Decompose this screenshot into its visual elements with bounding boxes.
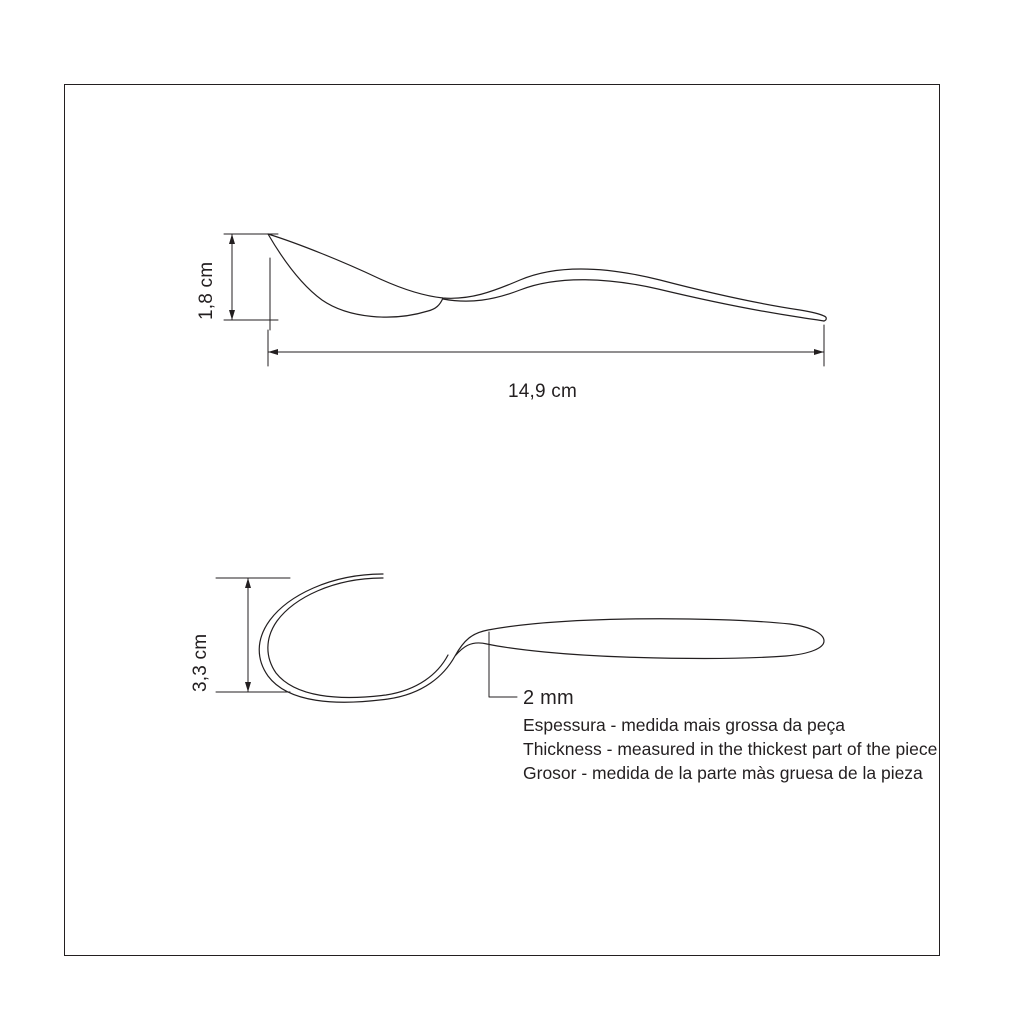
thickness-note-en: Thickness - measured in the thickest part of the piece (523, 739, 938, 759)
label-width-3-3cm: 3,3 cm (190, 633, 211, 692)
dimension-height-1-8cm (224, 234, 278, 330)
label-thickness-2mm: 2 mm (523, 687, 574, 709)
thickness-notes (523, 713, 937, 785)
top-view-spoon-outline (259, 574, 824, 702)
side-view-spoon-outline (268, 234, 826, 321)
dimension-width-3-3cm (216, 578, 290, 692)
dimension-length-14-9cm (268, 325, 824, 366)
thickness-note-pt: Espessura - medida mais grossa da peça (523, 715, 845, 735)
label-length-14-9cm: 14,9 cm (508, 381, 577, 402)
label-height-1-8cm: 1,8 cm (196, 261, 217, 320)
thickness-note-es: Grosor - medida de la parte màs gruesa de la pieza (523, 763, 923, 783)
leader-line-thickness (489, 632, 517, 697)
